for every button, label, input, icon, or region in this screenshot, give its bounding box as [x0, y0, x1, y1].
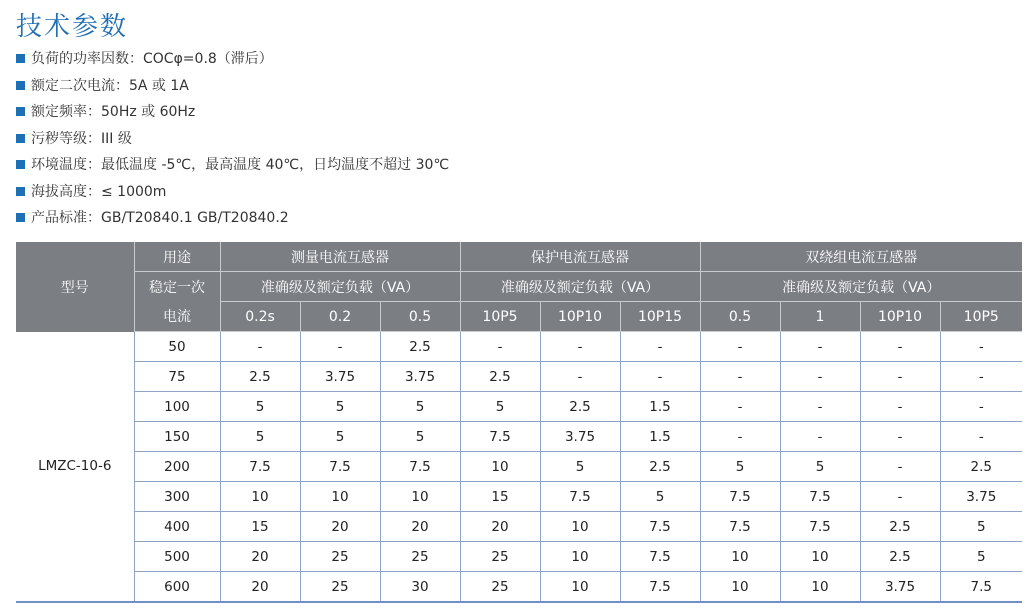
value-cell: 2.5 — [220, 362, 300, 392]
value-cell: 25 — [300, 542, 380, 572]
value-cell: 3.75 — [940, 482, 1022, 512]
value-cell: 5 — [220, 392, 300, 422]
value-cell: 10 — [540, 512, 620, 542]
value-cell: 5 — [460, 392, 540, 422]
value-cell: 5 — [780, 452, 860, 482]
value-cell: 20 — [220, 542, 300, 572]
value-cell: 10 — [540, 542, 620, 572]
table-row — [16, 362, 1022, 392]
use-header: 用途 — [134, 242, 220, 272]
value-cell: 2.5 — [540, 392, 620, 422]
value-cell: 7.5 — [700, 482, 780, 512]
value-cell: 20 — [300, 512, 380, 542]
model-header: 型号 — [16, 242, 134, 332]
value-cell: - — [780, 332, 860, 362]
square-bullet-icon — [16, 54, 25, 63]
current-cell: 600 — [134, 572, 220, 603]
value-cell: - — [620, 332, 700, 362]
table-row — [16, 452, 1022, 482]
value-cell: 3.75 — [300, 362, 380, 392]
current-cell: 500 — [134, 542, 220, 572]
column-header: 10P15 — [620, 302, 700, 332]
value-cell: 10 — [700, 572, 780, 603]
value-cell: 5 — [700, 452, 780, 482]
column-header: 0.2 — [300, 302, 380, 332]
square-bullet-icon — [16, 81, 25, 90]
current-cell: 400 — [134, 512, 220, 542]
spec-item — [16, 205, 449, 232]
value-cell: 7.5 — [460, 422, 540, 452]
value-cell: 2.5 — [860, 512, 940, 542]
value-cell: - — [620, 362, 700, 392]
value-cell: - — [860, 452, 940, 482]
current-cell: 300 — [134, 482, 220, 512]
square-bullet-icon — [16, 107, 25, 116]
value-cell: 7.5 — [620, 512, 700, 542]
group-header-dual-winding: 双绕组电流互感器 — [700, 242, 1022, 272]
value-cell: - — [860, 482, 940, 512]
value-cell: 2.5 — [860, 542, 940, 572]
table-row — [16, 422, 1022, 452]
table-row — [16, 572, 1022, 603]
spec-text: 额定二次电流：5A 或 1A — [31, 77, 189, 94]
column-header: 10P10 — [540, 302, 620, 332]
value-cell: - — [860, 422, 940, 452]
value-cell: 5 — [620, 482, 700, 512]
table-row — [16, 332, 1022, 362]
group-header-protection: 保护电流互感器 — [460, 242, 700, 272]
value-cell: 25 — [380, 542, 460, 572]
spec-list — [16, 46, 449, 232]
value-cell: 7.5 — [780, 512, 860, 542]
value-cell: 10 — [540, 572, 620, 603]
current-cell: 150 — [134, 422, 220, 452]
accuracy-header: 准确级及额定负载（VA） — [700, 272, 1022, 302]
square-bullet-icon — [16, 160, 25, 169]
value-cell: 7.5 — [700, 512, 780, 542]
column-header: 0.2s — [220, 302, 300, 332]
spec-text: 负荷的功率因数：COCφ=0.8（滞后） — [31, 51, 273, 67]
spec-text: 产品标准：GB/T20840.1 GB/T20840.2 — [31, 210, 289, 226]
value-cell: 30 — [380, 572, 460, 603]
current-cell: 100 — [134, 392, 220, 422]
value-cell: 20 — [380, 512, 460, 542]
value-cell: - — [940, 362, 1022, 392]
value-cell: - — [700, 392, 780, 422]
value-cell: 5 — [380, 422, 460, 452]
value-cell: - — [300, 332, 380, 362]
value-cell: - — [780, 362, 860, 392]
current-cell: 75 — [134, 362, 220, 392]
value-cell: 1.5 — [620, 392, 700, 422]
value-cell: 7.5 — [220, 452, 300, 482]
table-row — [16, 392, 1022, 422]
value-cell: 2.5 — [380, 332, 460, 362]
value-cell: 7.5 — [940, 572, 1022, 603]
value-cell: 10 — [700, 542, 780, 572]
spec-text: 污秽等级：III 级 — [31, 130, 132, 147]
column-header: 10P10 — [860, 302, 940, 332]
value-cell: 7.5 — [620, 542, 700, 572]
value-cell: 10 — [460, 452, 540, 482]
value-cell: 25 — [300, 572, 380, 603]
current-header-line2: 电流 — [134, 302, 220, 332]
spec-item — [16, 179, 449, 206]
value-cell: 3.75 — [860, 572, 940, 603]
current-cell: 50 — [134, 332, 220, 362]
spec-text: 额定频率：50Hz 或 60Hz — [31, 104, 196, 120]
value-cell: - — [860, 332, 940, 362]
spec-item — [16, 99, 449, 126]
parameter-table — [16, 242, 1022, 603]
value-cell: 25 — [460, 542, 540, 572]
value-cell: 15 — [220, 512, 300, 542]
column-header: 10P5 — [940, 302, 1022, 332]
value-cell: - — [540, 332, 620, 362]
value-cell: - — [940, 332, 1022, 362]
value-cell: 2.5 — [620, 452, 700, 482]
square-bullet-icon — [16, 134, 25, 143]
group-header-measuring: 测量电流互感器 — [220, 242, 460, 272]
spec-item — [16, 152, 449, 179]
value-cell: - — [860, 392, 940, 422]
value-cell: - — [220, 332, 300, 362]
column-header: 0.5 — [380, 302, 460, 332]
value-cell: 3.75 — [540, 422, 620, 452]
column-header: 10P5 — [460, 302, 540, 332]
spec-item — [16, 73, 449, 100]
value-cell: - — [860, 362, 940, 392]
value-cell: - — [700, 362, 780, 392]
table-row — [16, 542, 1022, 572]
accuracy-header: 准确级及额定负载（VA） — [460, 272, 700, 302]
value-cell: - — [780, 392, 860, 422]
spec-text: 海拔高度：≤ 1000m — [31, 183, 167, 200]
value-cell: 5 — [940, 512, 1022, 542]
value-cell: - — [700, 422, 780, 452]
current-header-line1: 稳定一次 — [134, 272, 220, 302]
spec-item — [16, 126, 449, 153]
value-cell: 7.5 — [300, 452, 380, 482]
value-cell: 7.5 — [780, 482, 860, 512]
value-cell: 10 — [780, 542, 860, 572]
value-cell: 7.5 — [380, 452, 460, 482]
value-cell: 3.75 — [380, 362, 460, 392]
value-cell: 5 — [940, 542, 1022, 572]
value-cell: 1.5 — [620, 422, 700, 452]
value-cell: 5 — [300, 392, 380, 422]
value-cell: 5 — [300, 422, 380, 452]
table-header — [16, 242, 1022, 332]
square-bullet-icon — [16, 213, 25, 222]
value-cell: - — [940, 422, 1022, 452]
table-body — [16, 332, 1022, 603]
value-cell: 10 — [300, 482, 380, 512]
table-row — [16, 512, 1022, 542]
value-cell: 5 — [540, 452, 620, 482]
value-cell: 7.5 — [620, 572, 700, 603]
value-cell: 10 — [780, 572, 860, 603]
value-cell: 25 — [460, 572, 540, 603]
value-cell: 5 — [220, 422, 300, 452]
value-cell: 5 — [380, 392, 460, 422]
column-header: 1 — [780, 302, 860, 332]
page-title: 技术参数 — [16, 12, 129, 42]
square-bullet-icon — [16, 187, 25, 196]
value-cell: 15 — [460, 482, 540, 512]
value-cell: 20 — [460, 512, 540, 542]
model-cell: LMZC-10-6 — [16, 332, 134, 603]
spec-text: 环境温度：最低温度 -5℃，最高温度 40℃，日均温度不超过 30℃ — [31, 157, 450, 173]
table-row — [16, 482, 1022, 512]
current-cell: 200 — [134, 452, 220, 482]
value-cell: - — [780, 422, 860, 452]
column-header: 0.5 — [700, 302, 780, 332]
accuracy-header: 准确级及额定负载（VA） — [220, 272, 460, 302]
value-cell: 2.5 — [940, 452, 1022, 482]
value-cell: - — [940, 392, 1022, 422]
spec-item — [16, 46, 449, 73]
value-cell: 2.5 — [460, 362, 540, 392]
value-cell: - — [540, 362, 620, 392]
value-cell: - — [460, 332, 540, 362]
value-cell: 7.5 — [540, 482, 620, 512]
value-cell: - — [700, 332, 780, 362]
value-cell: 10 — [220, 482, 300, 512]
value-cell: 20 — [220, 572, 300, 603]
value-cell: 10 — [380, 482, 460, 512]
